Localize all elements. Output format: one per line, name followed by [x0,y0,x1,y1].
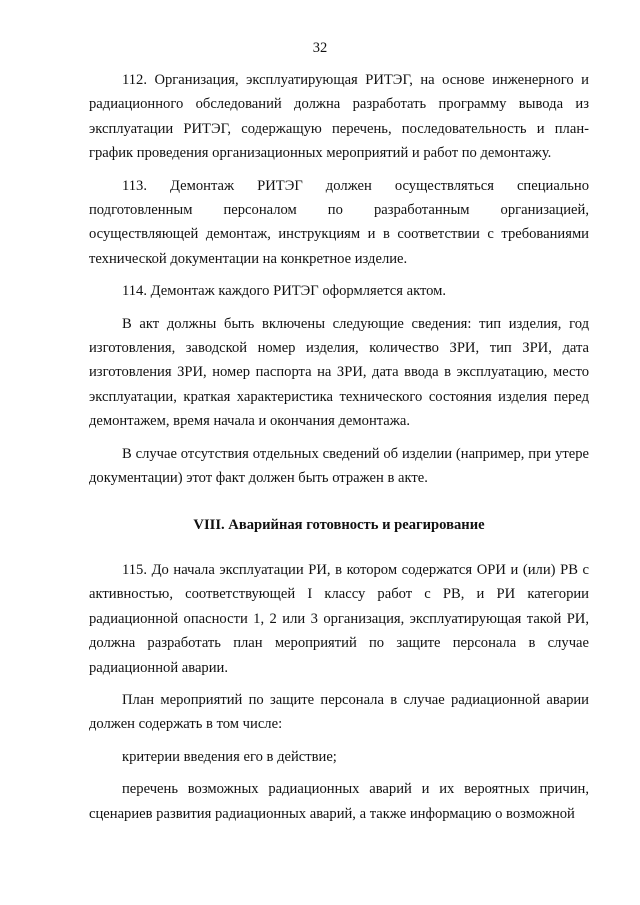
section-heading: VIII. Аварийная готовность и реагирование [193,516,485,533]
paragraph-115: 115. До начала эксплуатации РИ, в котором содержатся ОРИ и (или) РВ с активностью, соответствующей I классу работ с РВ, и РИ категории радиационной опасности 1, 2 или 3 организация, эксплуатирующая такой РИ, должна разработать план мероприятий по защите персонала в случае радиационной аварии. [89,561,589,676]
paragraph-plan-contents: План мероприятий по защите персонала в случае радиационной аварии должен содержать в том числе: [89,691,589,733]
page-number: 32 [312,40,328,56]
paragraph-missing-info: В случае отсутствия отдельных сведений об изделии (например, при утере документации) этот факт должен быть отражен в акте. [89,445,589,487]
paragraph-112: 112. Организация, эксплуатирующая РИТЭГ, на основе инженерного и радиационного обследований должна разработать программу вывода из эксплуатации РИТЭГ, содержащую перечень, последовательность и план-график проведения организационных мероприятий и работ по демонтажу. [89,72,589,162]
paragraph-113: 113. Демонтаж РИТЭГ должен осуществляться специально подготовленным персоналом по разработанным организацией, осуществляющей демонтаж, инструкциям и в соответствии с требованиями технической документации на конкретное изделие. [89,177,589,267]
list-item-accidents: перечень возможных радиационных аварий и их вероятных причин, сценариев развития радиационных аварий, а также информацию о возможной [89,781,589,822]
list-item-criteria: критерии введения его в действие; [122,748,337,765]
paragraph-act-contents: В акт должны быть включены следующие сведения: тип изделия, год изготовления, заводской номер изделия, количество ЗРИ, тип ЗРИ, дата изготовления ЗРИ, номер паспорта на ЗРИ, дата ввода в эксплуатацию, место эксплуатации, краткая характеристика технического состояния изделия перед демонтажем, время начала и окончания демонтажа. [89,315,589,430]
document-body [89,68,589,826]
paragraph-114: 114. Демонтаж каждого РИТЭГ оформляется актом. [122,283,447,300]
